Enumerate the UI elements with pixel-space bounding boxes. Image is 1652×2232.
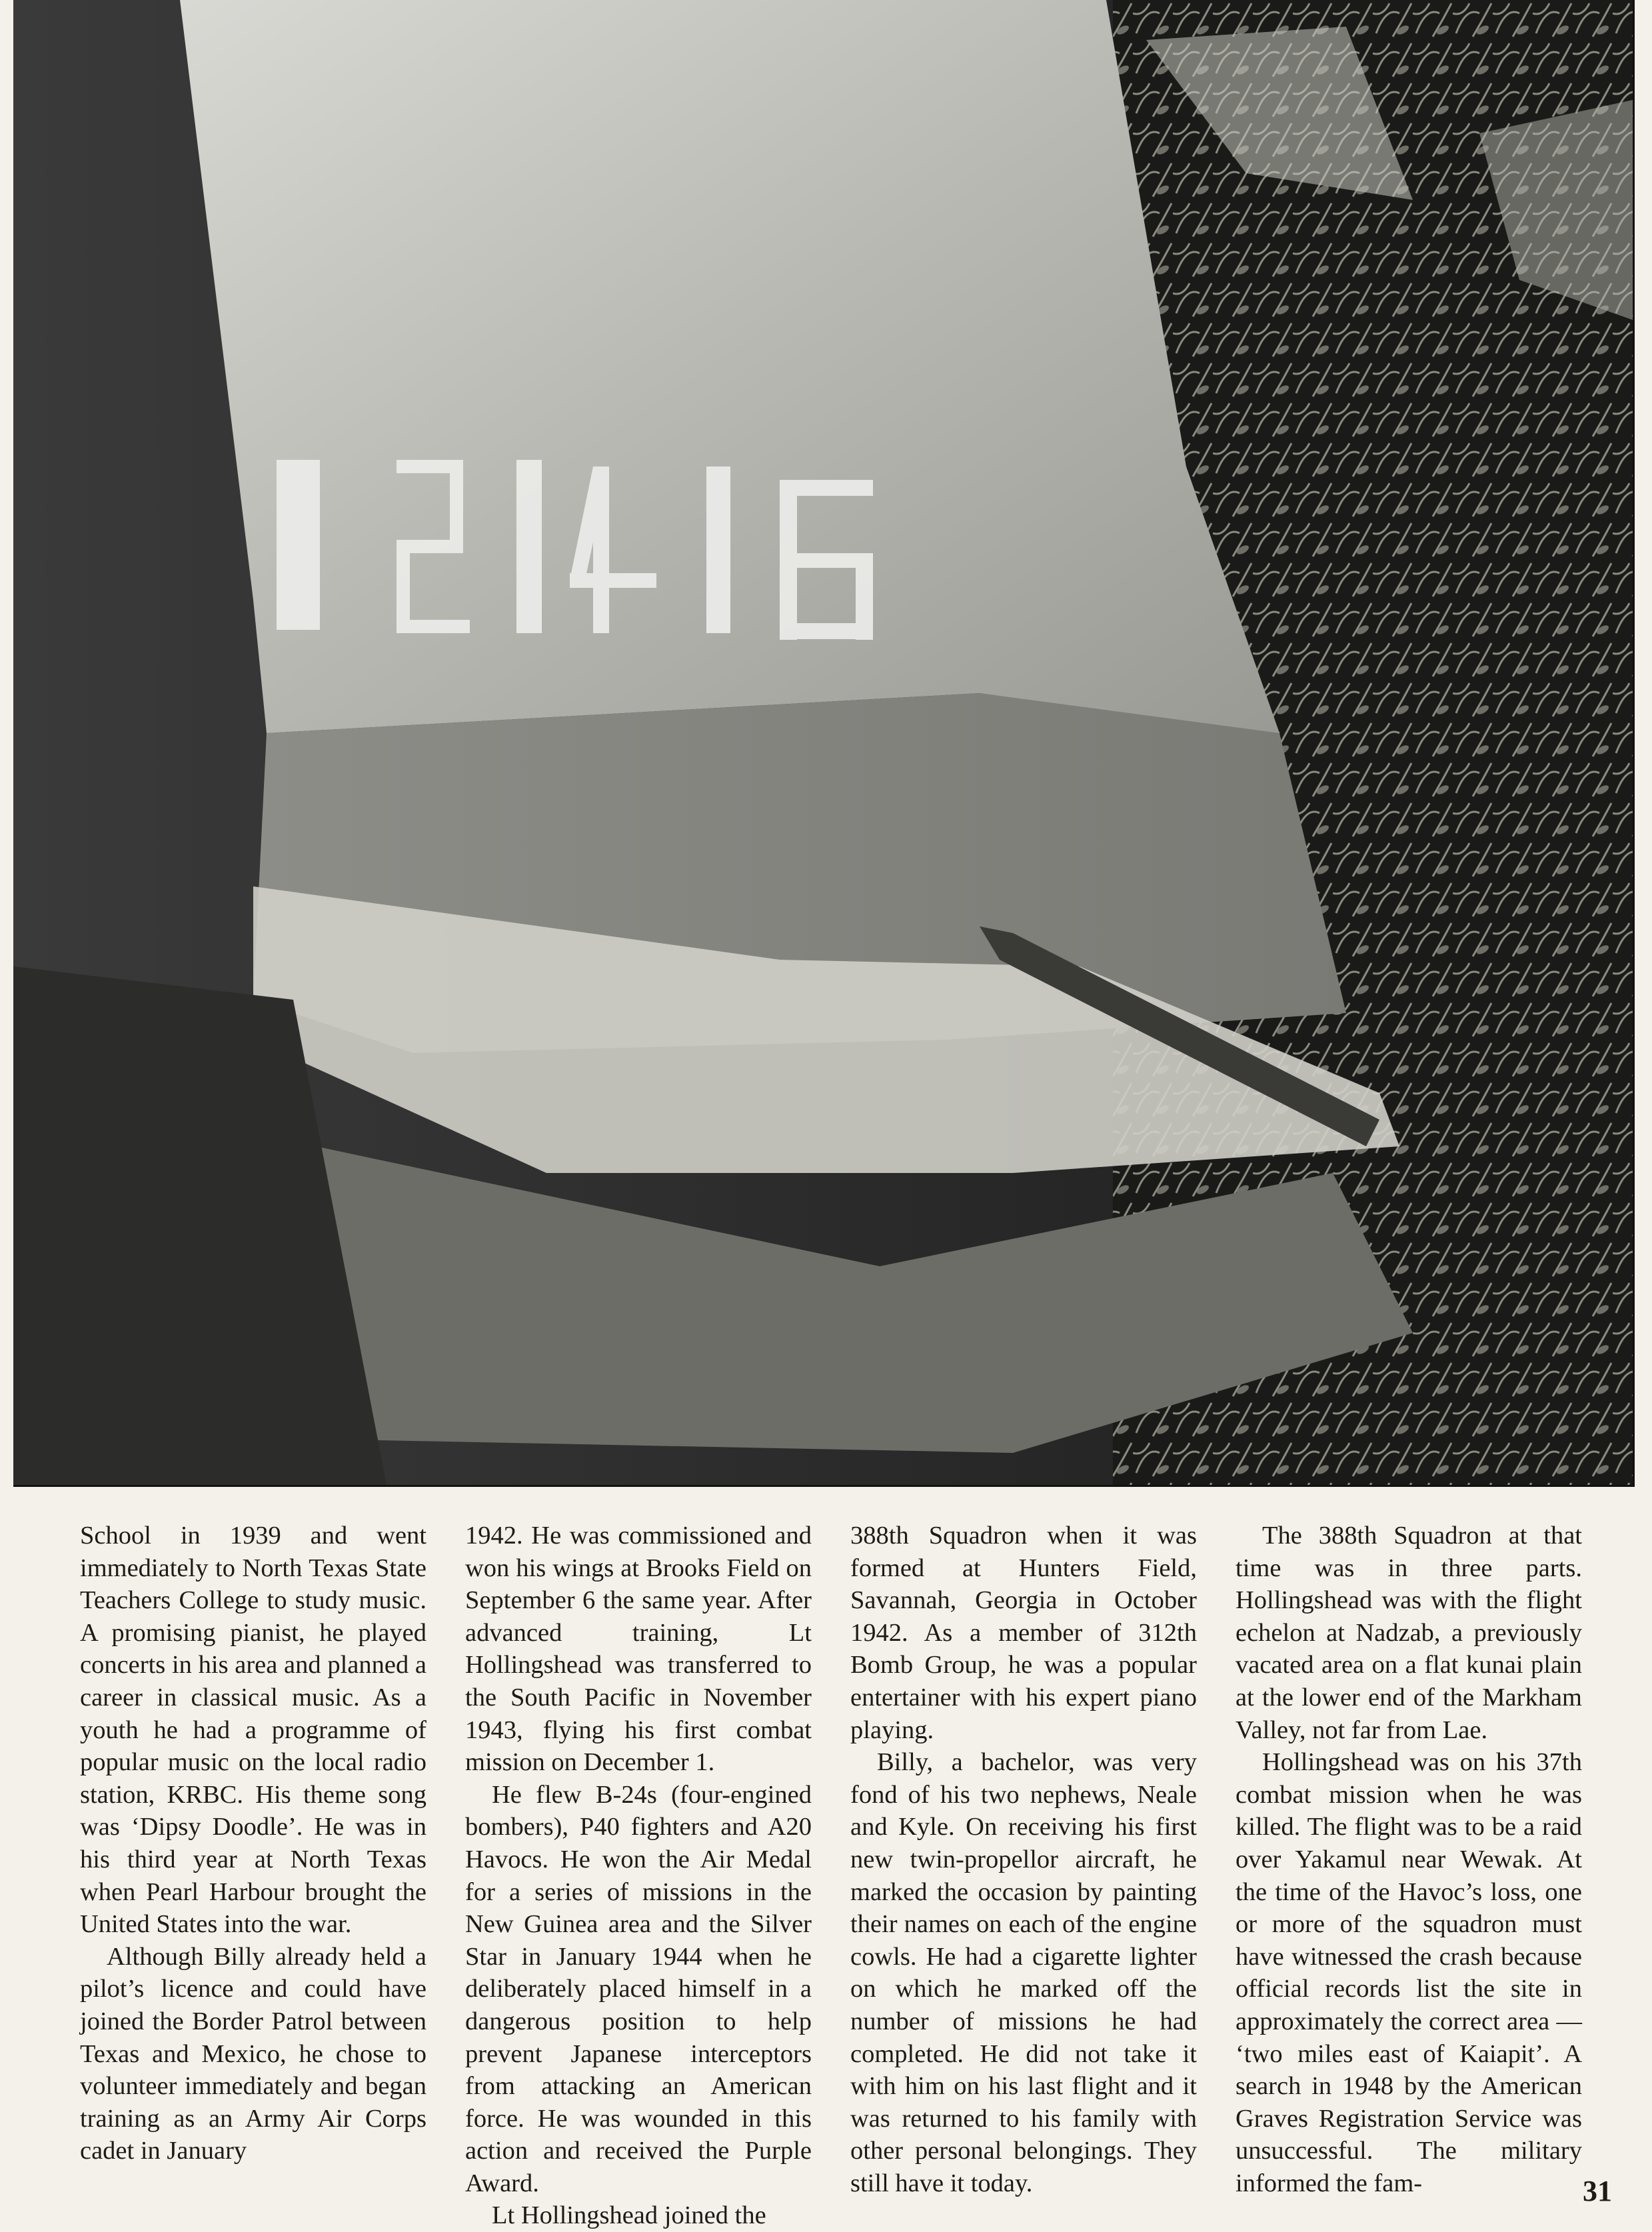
article-column-2 bbox=[465, 1520, 812, 2232]
wreckage-photo-image bbox=[13, 0, 1633, 1485]
paragraph: The 388th Squadron at that time was in three parts. Hollingshead was with the flight echelon at Nadzab, a previously vacated area on a flat kunai plain at the lower end of the Markham Valley, not far from Lae. bbox=[1236, 1522, 1582, 1744]
article-column-1 bbox=[80, 1520, 426, 2167]
wreckage-photo bbox=[13, 0, 1635, 1487]
article-column-4 bbox=[1236, 1520, 1582, 2199]
paragraph: 1942. He was commissioned and won his wings at Brooks Field on September 6 the same year. After advanced training, Lt Hollingshead was transferred to the South Pacific in November 1943, flying his first combat mission on December 1. bbox=[465, 1522, 812, 1777]
paragraph: School in 1939 and went immediately to North Texas State Teachers College to study music. A promising pianist, he played concerts in his area and planned a career in classical music. As a youth he had a programme of popular music on the local radio station, KRBC. His theme song was ‘Dipsy Doodle’. He was in his third year at North Texas when Pearl Harbour brought the United States into the war. bbox=[80, 1522, 426, 1939]
paragraph: Billy, a bachelor, was very fond of his two nephews, Neale and Kyle. On receiving his first new twin-propellor aircraft, he marked the occasion by painting their names on each of the engine cowls. He had a cigarette lighter on which he marked off the number of missions he had completed. He did not take it with him on his last flight and it was returned to his family with other personal belongings. They still have it today. bbox=[850, 1748, 1197, 2197]
paragraph: He flew B-24s (four-engined bombers), P40 fighters and A20 Havocs. He won the Air Medal for a series of missions in the New Guinea area and the Silver Star in January 1944 when he deliberately placed himself in a dangerous position to help prevent Japanese interceptors from attacking an American force. He was wounded in this action and received the Purple Award. bbox=[465, 1780, 812, 2197]
article-column-3 bbox=[850, 1520, 1197, 2199]
paragraph: Although Billy already held a pilot’s licence and could have joined the Border Patrol between Texas and Mexico, he chose to volunteer immediately and began training as an Army Air Corps cadet in January bbox=[80, 1942, 426, 2165]
paragraph: Lt Hollingshead joined the bbox=[492, 2201, 766, 2230]
paragraph: Hollingshead was on his 37th combat mission when he was killed. The flight was to be a raid over Yakamul near Wewak. At the time of the Havoc’s loss, one or more of the squadron must have witnessed the crash because official records list the site in approximately the correct area — ‘two miles east of Kaiapit’. A search in 1948 by the American Graves Registration Service was unsuccessful. The military informed the fam- bbox=[1236, 1748, 1582, 2197]
page-number: 31 bbox=[1583, 2175, 1612, 2207]
paragraph: 388th Squadron when it was formed at Hunters Field, Savannah, Georgia in October 1942. As a member of 312th Bomb Group, he was a popular entertainer with his expert piano playing. bbox=[850, 1522, 1197, 1744]
article-body bbox=[80, 1520, 1593, 2230]
